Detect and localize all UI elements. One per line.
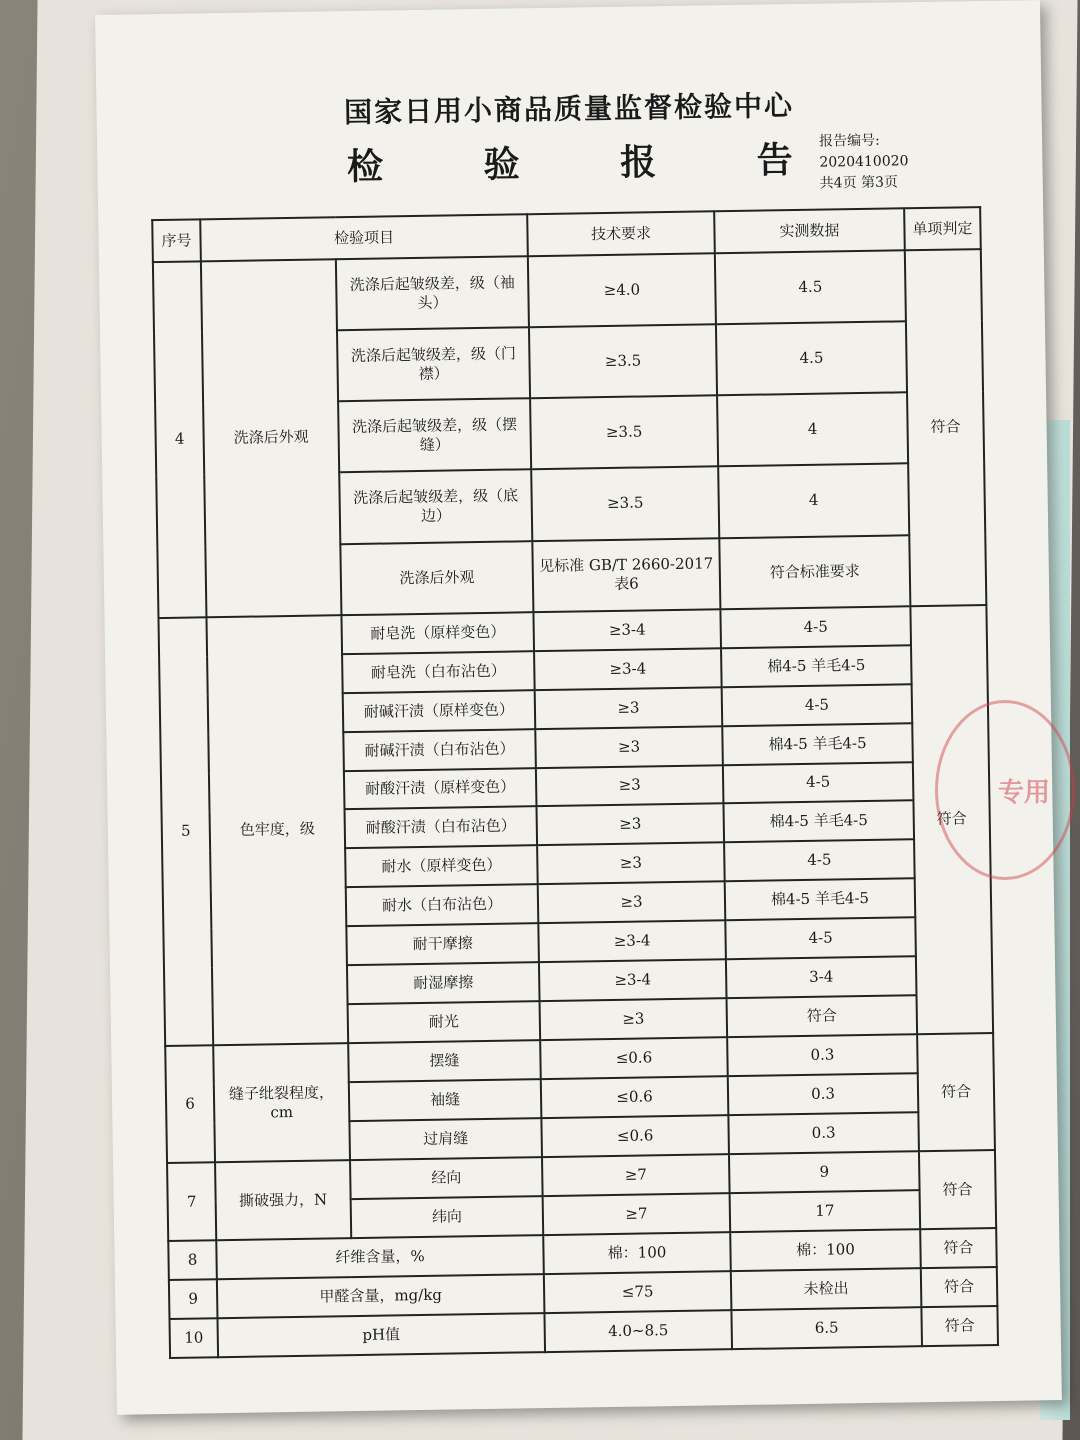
- result-cell: 符合: [727, 995, 918, 1037]
- result-cell: 3-4: [726, 957, 917, 999]
- sub-item-cell: 洗涤后外观: [340, 541, 533, 615]
- report-title: 检 验 报 告: [346, 139, 837, 189]
- verdict-cell: 符合: [920, 1228, 997, 1268]
- requirement-cell: ≥3-4: [538, 921, 726, 963]
- seq-cell: 5: [158, 617, 213, 1046]
- sub-item-cell: 洗涤后起皱级差，级（门襟）: [337, 327, 530, 401]
- item-cell: 缝子纰裂程度，cm: [213, 1043, 350, 1162]
- result-cell: 4: [718, 464, 909, 538]
- stamp-text: 专用: [998, 777, 1051, 808]
- requirement-cell: 棉：100: [543, 1232, 731, 1274]
- sub-item-cell: 耐湿摩擦: [347, 962, 540, 1004]
- result-cell: 棉4-5 羊毛4-5: [722, 723, 913, 765]
- item-cell: 洗涤后外观: [201, 259, 342, 617]
- result-cell: 17: [730, 1190, 921, 1232]
- requirement-cell: ≥3: [537, 804, 725, 846]
- red-seal-stamp: [935, 700, 1075, 880]
- result-cell: 4-5: [723, 762, 914, 804]
- item-cell: 甲醛含量，mg/kg: [217, 1274, 545, 1318]
- sub-item-cell: 耐干摩擦: [346, 923, 539, 965]
- item-cell: 色牢度，级: [206, 615, 348, 1046]
- report-number-label: 报告编号:: [818, 132, 880, 150]
- item-cell: pH值: [217, 1313, 545, 1357]
- table-row: [153, 249, 982, 333]
- result-cell: 0.3: [728, 1112, 919, 1154]
- result-cell: 4.5: [715, 250, 906, 324]
- sub-item-cell: 纬向: [351, 1196, 544, 1238]
- requirement-cell: ≤75: [544, 1271, 732, 1313]
- header-verdict: 单项判定: [904, 207, 981, 250]
- requirement-cell: ≥3-4: [539, 959, 727, 1001]
- header-item: 检验项目: [200, 214, 528, 261]
- sub-item-cell: 耐酸汗渍（原样变色）: [344, 768, 537, 810]
- requirement-cell: 见标准 GB/T 2660-2017表6: [532, 538, 720, 612]
- requirement-cell: ≤0.6: [541, 1076, 729, 1118]
- header-seq: 序号: [152, 219, 201, 262]
- requirement-cell: ≤0.6: [540, 1037, 728, 1079]
- report-page: [95, 0, 1062, 1415]
- header-requirement: 技术要求: [527, 211, 715, 256]
- sub-item-cell: 经向: [350, 1157, 543, 1199]
- table-body: [153, 249, 998, 1358]
- sub-item-cell: 耐水（白布沾色）: [346, 885, 539, 927]
- result-cell: 棉4-5 羊毛4-5: [723, 801, 914, 843]
- item-cell: 撕破强力，N: [215, 1160, 351, 1240]
- requirement-cell: ≥7: [543, 1193, 731, 1235]
- sub-item-cell: 洗涤后起皱级差，级（底边）: [339, 470, 532, 544]
- result-cell: 4.5: [716, 321, 907, 395]
- sub-item-cell: 摆缝: [348, 1040, 541, 1082]
- report-header: [95, 0, 1043, 215]
- page-info: 共4页 第3页: [819, 174, 899, 192]
- sub-item-cell: 耐皂洗（原样变色）: [341, 612, 534, 654]
- result-cell: 4: [717, 393, 908, 467]
- item-cell: 纤维含量，%: [216, 1235, 544, 1279]
- institution-name: 国家日用小商品质量监督检验中心: [343, 89, 795, 130]
- requirement-cell: ≥3-4: [533, 609, 721, 651]
- result-cell: 4-5: [724, 840, 915, 882]
- requirement-cell: ≥3: [540, 998, 728, 1040]
- result-cell: 符合标准要求: [719, 535, 910, 609]
- requirement-cell: ≥7: [542, 1154, 730, 1196]
- sub-item-cell: 耐水（原样变色）: [345, 846, 538, 888]
- requirement-cell: ≥3: [536, 765, 724, 807]
- sub-item-cell: 过肩缝: [349, 1118, 542, 1160]
- result-cell: 9: [729, 1151, 920, 1193]
- requirement-cell: ≥3.5: [531, 467, 719, 541]
- seq-cell: 10: [169, 1318, 218, 1358]
- inspection-table: [151, 206, 999, 1359]
- sub-item-cell: 耐碱汗渍（原样变色）: [343, 690, 536, 732]
- seq-cell: 6: [165, 1045, 215, 1163]
- result-cell: 棉4-5 羊毛4-5: [725, 879, 916, 921]
- result-cell: 4-5: [725, 918, 916, 960]
- requirement-cell: ≥3-4: [534, 648, 722, 690]
- verdict-cell: 符合: [921, 1306, 998, 1346]
- requirement-cell: ≤0.6: [541, 1115, 729, 1157]
- seq-cell: 8: [168, 1240, 217, 1280]
- seq-cell: 7: [167, 1162, 216, 1241]
- result-cell: 0.3: [728, 1073, 919, 1115]
- result-cell: 4-5: [722, 684, 913, 726]
- sub-item-cell: 耐碱汗渍（白布沾色）: [343, 729, 536, 771]
- report-meta: [819, 130, 909, 194]
- seq-cell: 9: [169, 1279, 218, 1319]
- header-result: 实测数据: [714, 208, 905, 253]
- requirement-cell: ≥3.5: [529, 324, 717, 398]
- sub-item-cell: 洗涤后起皱级差，级（袖头）: [336, 256, 529, 330]
- requirement-cell: ≥3: [538, 882, 726, 924]
- sub-item-cell: 耐光: [348, 1001, 541, 1043]
- sub-item-cell: 耐皂洗（白布沾色）: [342, 651, 535, 693]
- verdict-cell: 符合: [919, 1150, 996, 1229]
- requirement-cell: ≥3.5: [530, 396, 718, 470]
- result-cell: 0.3: [727, 1034, 918, 1076]
- verdict-cell: 符合: [921, 1267, 998, 1307]
- result-cell: 6.5: [731, 1307, 922, 1349]
- result-cell: 4-5: [720, 606, 911, 648]
- seq-cell: 4: [153, 261, 207, 617]
- report-number: 2020410020: [819, 153, 909, 171]
- sub-item-cell: 袖缝: [349, 1079, 542, 1121]
- result-cell: 未检出: [731, 1268, 922, 1310]
- requirement-cell: 4.0~8.5: [544, 1310, 732, 1352]
- requirement-cell: ≥3: [535, 726, 723, 768]
- verdict-cell: 符合: [917, 1033, 995, 1151]
- requirement-cell: ≥3: [537, 843, 725, 885]
- result-cell: 棉4-5 羊毛4-5: [721, 645, 912, 687]
- requirement-cell: ≥4.0: [528, 253, 716, 327]
- sub-item-cell: 洗涤后起皱级差，级（摆缝）: [338, 398, 531, 472]
- sub-item-cell: 耐酸汗渍（白布沾色）: [345, 807, 538, 849]
- verdict-cell: 符合: [905, 249, 987, 606]
- requirement-cell: ≥3: [535, 687, 723, 729]
- result-cell: 棉：100: [730, 1229, 921, 1271]
- verdict-cell: 符合: [910, 605, 993, 1035]
